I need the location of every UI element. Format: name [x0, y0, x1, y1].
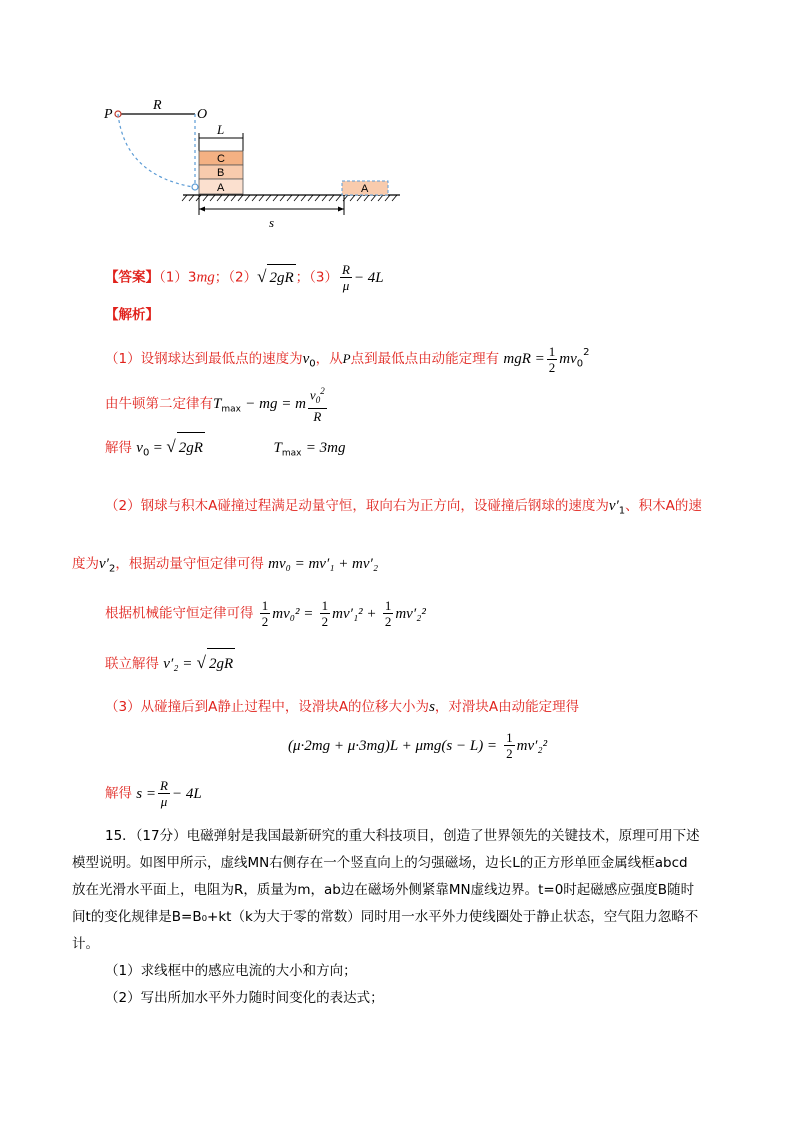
answer-tag: 【答案】 [105, 269, 159, 286]
physics-figure [95, 95, 415, 235]
dim-s-arrow-left [199, 207, 205, 212]
step-8: （3）从碰撞后到A静止过程中，设滑块A的位移大小为s，对滑块A由动能定理得 [105, 699, 580, 715]
dim-s-arrow-right [338, 207, 344, 212]
problem-line-3: 放在光滑水平面上，电阻为R，质量为m，ab边在磁场外侧紧靠MN虚线边界。t=0时起磁感应强度B随时 [72, 882, 695, 898]
answer-line: 【答案】（1）3mg；（2）√ 2gR ；（3） $\frac{R}{\mu}$ − 4L [105, 262, 384, 293]
step-9: (μ·2mg + μ·3mg)L + μmg(s − L) = $\frac{1}{2}$ mv′₂² [288, 730, 548, 761]
problem-line-2: 模型说明。如图甲所示，虚线MN右侧存在一个竖直向上的匀强磁场，边长L的正方形单匝金属线框abcd [72, 855, 688, 871]
problem-line-1: 15．（17分）电磁弹射是我国最新研究的重大科技项目，创造了世界领先的关键技术，原理可用下述 [105, 828, 700, 844]
label-A: A [217, 182, 225, 194]
question-1: （1）求线框中的感应电流的大小和方向； [105, 963, 357, 979]
step-10: 解得 s = $\frac{R}{\mu}$ − 4L [105, 778, 202, 809]
step-7: 联立解得 v′₂ = √ 2gR [105, 648, 235, 679]
label-A-final: A [361, 183, 369, 195]
problem-15 [72, 823, 752, 1012]
step-1: （1）设钢球达到最低点的速度为$v_0$，从P点到最低点由动能定理有 mgR = $\frac{1}{2}$ $mv_0^2$ [105, 343, 590, 375]
label-B: B [217, 167, 225, 179]
label-s: s [269, 215, 275, 230]
analysis-tag: 【解析】 [105, 307, 159, 323]
label-R: R [153, 98, 162, 113]
step-3: 解得 $v_0$ = √ 2gR $T_{max} = 3mg$ [105, 432, 345, 469]
step-6: 根据机械能守恒定律可得 $\frac{1}{2}$ mv₀² = $\frac{1}{2}$ mv′₁² + $\frac{1}{2}$ mv′₂² [105, 598, 426, 629]
ground-hatch [182, 195, 397, 201]
question-2: （2）写出所加水平外力随时间变化的表达式； [105, 990, 384, 1006]
step-2: 由牛顿第二定律有$T_{max}$ − mg = m $\frac{v_0^2}{R}$ [105, 386, 325, 424]
label-L: L [217, 122, 225, 137]
dashed-arc [118, 114, 193, 187]
label-P: P [104, 107, 113, 122]
label-C: C [217, 153, 225, 165]
step-5: 度为$v'_2$，根据动量守恒定律可得 mv₀ = mv′₁ + mv′₂ [72, 556, 379, 575]
ball [192, 184, 198, 190]
problem-line-4: 间t的变化规律是B=B₀+kt（k为大于零的常数）同时用一水平外力使线圈处于静止状态，空气阻力忽略不 [72, 909, 699, 925]
step-4: （2）钢球与积木A碰撞过程满足动量守恒，取向右为正方向，设碰撞后钢球的速度为$v'_1$、积木A的速 [105, 498, 702, 517]
label-O: O [197, 107, 208, 122]
problem-line-5: 计。 [72, 936, 99, 952]
